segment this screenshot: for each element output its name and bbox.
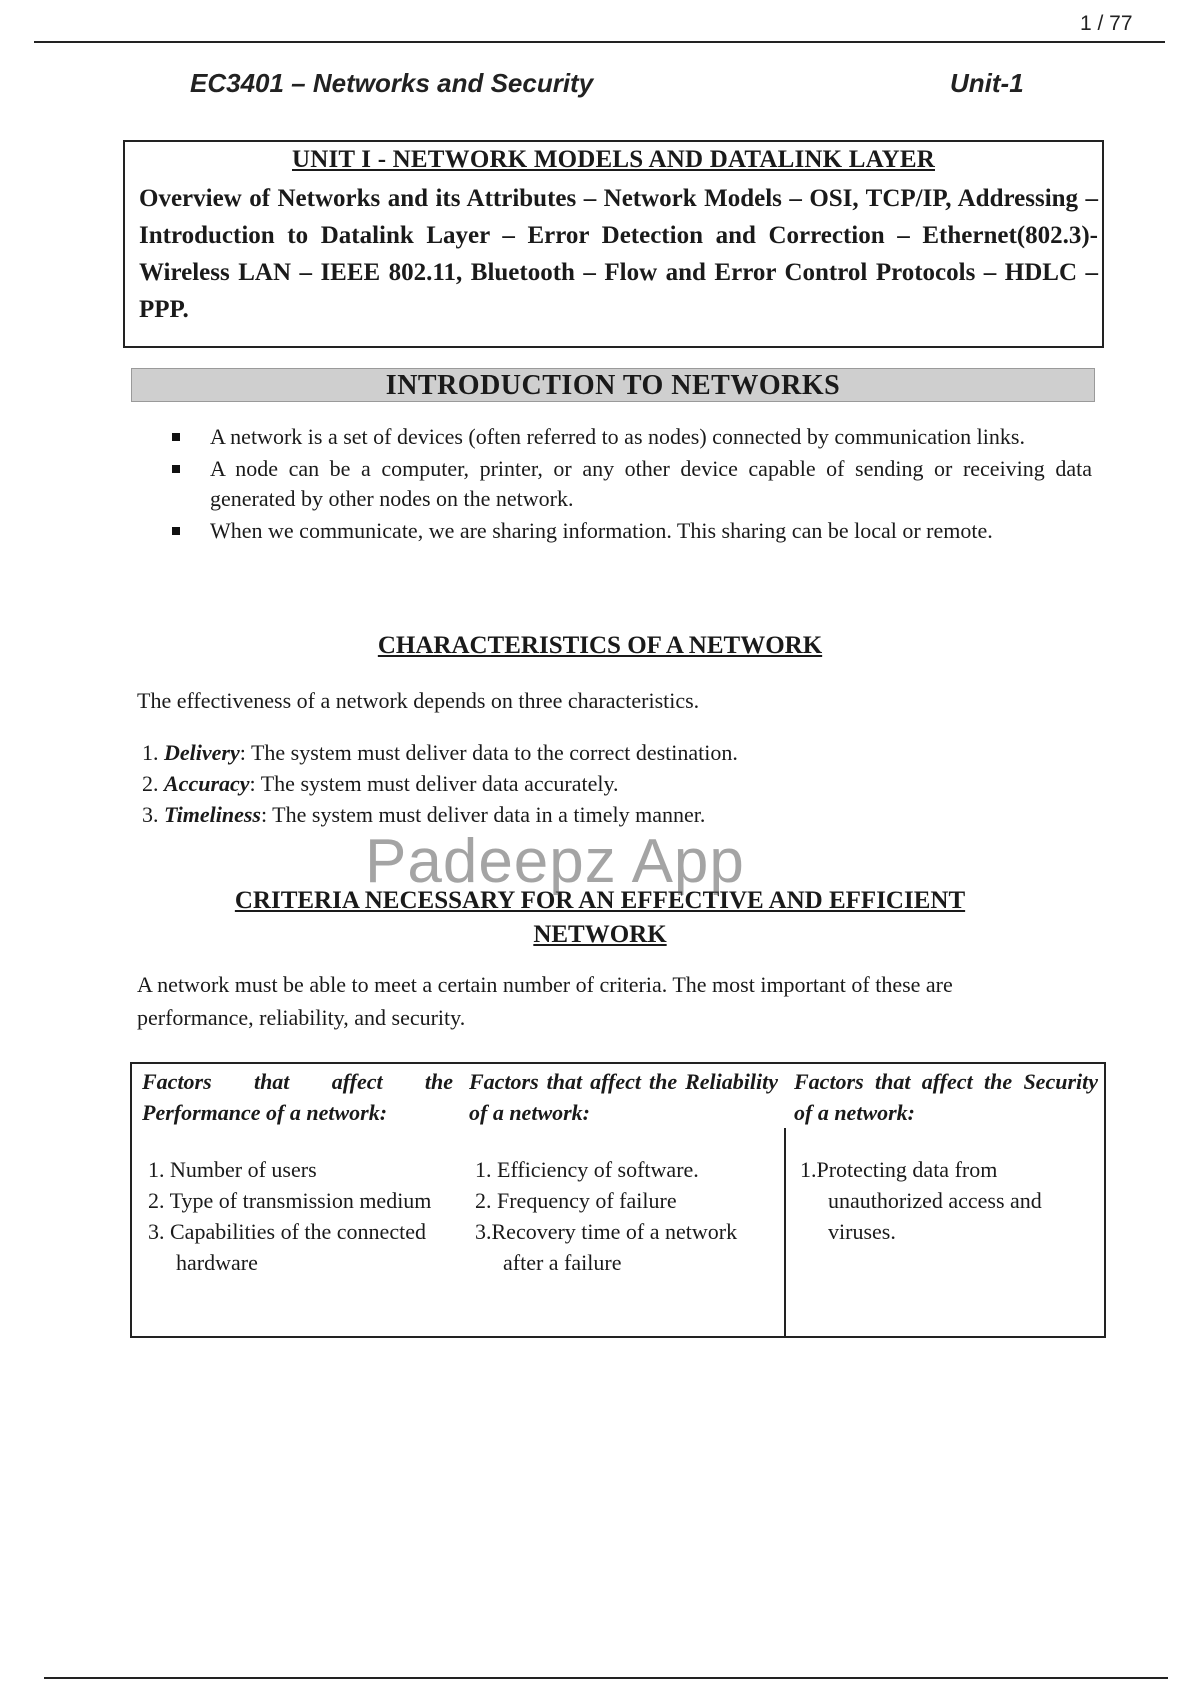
item-number: 1. bbox=[142, 740, 159, 765]
list-item: 1. Number of users bbox=[148, 1157, 317, 1182]
list-item: 3. Capabilities of the connected hardware bbox=[148, 1219, 426, 1275]
bullet-text: When we communicate, we are sharing information. This sharing can be local or remote. bbox=[210, 518, 993, 543]
item-text: : The system must deliver data in a timely manner. bbox=[260, 802, 706, 827]
criteria-heading-line1: CRITERIA NECESSARY FOR AN EFFECTIVE AND EFFICIENT bbox=[234, 887, 966, 914]
factors-table bbox=[130, 1062, 1106, 1338]
intro-banner-title: INTRODUCTION TO NETWORKS bbox=[385, 370, 841, 401]
list-item bbox=[172, 454, 1092, 514]
reliability-column bbox=[459, 1064, 784, 1336]
item-text: : The system must deliver data accurately. bbox=[249, 771, 619, 796]
reliability-list bbox=[471, 1154, 780, 1278]
square-bullet-icon bbox=[172, 433, 180, 441]
intro-bullet-list bbox=[172, 422, 1092, 548]
item-number: 3. bbox=[142, 802, 159, 827]
item-text: : The system must deliver data to the correct destination. bbox=[239, 740, 738, 765]
characteristics-heading: CHARACTERISTICS OF A NETWORK bbox=[377, 632, 823, 659]
list-item bbox=[172, 422, 1092, 452]
syllabus-heading: UNIT I - NETWORK MODELS AND DATALINK LAYER bbox=[292, 146, 935, 173]
list-item: 2. Type of transmission medium bbox=[148, 1188, 432, 1213]
course-title: EC3401 – Networks and Security bbox=[190, 68, 594, 98]
intro-banner bbox=[131, 368, 1095, 402]
bottom-rule bbox=[44, 1677, 1168, 1679]
performance-list bbox=[144, 1154, 455, 1278]
watermark: Padeepz App bbox=[365, 827, 745, 896]
list-item bbox=[142, 737, 738, 768]
performance-column bbox=[132, 1064, 459, 1336]
page-number: 1 / 77 bbox=[1080, 12, 1133, 35]
performance-heading: Factors that affect the Performance of a network: bbox=[142, 1069, 453, 1125]
security-list bbox=[796, 1154, 1100, 1247]
security-heading: Factors that affect the Security of a network: bbox=[794, 1069, 1098, 1125]
square-bullet-icon bbox=[172, 527, 180, 535]
characteristics-list bbox=[142, 737, 738, 830]
list-item bbox=[172, 516, 1092, 546]
bullet-text: A node can be a computer, printer, or any other device capable of sending or receiving data generated by other nodes on the network. bbox=[210, 456, 1092, 511]
list-item: 3.Recovery time of a network after a failure bbox=[475, 1219, 738, 1275]
syllabus-text: Overview of Networks and its Attributes – Network Models – OSI, TCP/IP, Addressing – Introduction to Datalink Layer – Error Detection and Correction – Ethernet(802.3)- Wireless LAN – IEEE 802.11, Bluetooth – Flow and Error Control Protocols – HDLC – PPP. bbox=[139, 185, 1098, 323]
item-term: Timeliness bbox=[164, 802, 261, 827]
square-bullet-icon bbox=[172, 465, 180, 473]
list-item: 1.Protecting data from unauthorized access and viruses. bbox=[800, 1157, 1042, 1244]
item-term: Accuracy bbox=[164, 771, 250, 796]
security-column bbox=[784, 1064, 1104, 1336]
list-item bbox=[142, 768, 738, 799]
item-term: Delivery bbox=[164, 740, 240, 765]
bullet-text: A network is a set of devices (often referred to as nodes) connected by communication links. bbox=[210, 424, 1025, 449]
unit-label: Unit-1 bbox=[950, 68, 1024, 98]
list-item: 1. Efficiency of software. bbox=[475, 1157, 699, 1182]
syllabus-box bbox=[123, 140, 1104, 348]
item-number: 2. bbox=[142, 771, 159, 796]
criteria-intro: A network must be able to meet a certain number of criteria. The most important of these are performance, reliability, and security. bbox=[137, 972, 953, 1030]
list-item: 2. Frequency of failure bbox=[475, 1188, 677, 1213]
reliability-heading: Factors that affect the Reliability of a network: bbox=[469, 1069, 778, 1125]
criteria-heading-line2: NETWORK bbox=[533, 921, 667, 948]
top-rule bbox=[34, 41, 1165, 43]
characteristics-intro: The effectiveness of a network depends on three characteristics. bbox=[137, 688, 700, 713]
